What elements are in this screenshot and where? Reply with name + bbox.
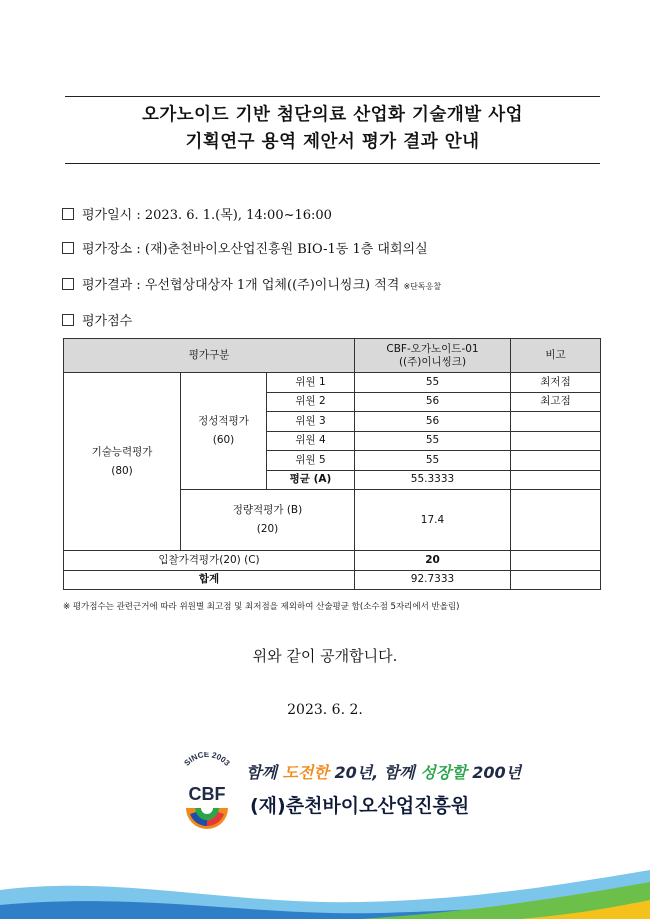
info-result-text: 평가결과 : 우선협상대상자 1개 업체((주)이니씽크) 적격 — [82, 278, 400, 293]
member-label: 위원 3 — [267, 412, 355, 432]
table-row — [64, 373, 601, 393]
info-score-heading — [62, 310, 132, 329]
member-score: 55 — [355, 373, 511, 393]
info-date-text: 평가일시 : 2023. 6. 1.(목), 14:00~16:00 — [82, 208, 332, 223]
quant-eval-cell — [181, 490, 355, 551]
table-header-row — [64, 339, 601, 373]
slogan-part-5: 200년 — [472, 763, 522, 782]
info-date — [62, 204, 332, 223]
header-company-line-2: ((주)이니씽크) — [398, 355, 467, 368]
average-remark — [511, 470, 601, 490]
member-remark — [511, 451, 601, 471]
member-score: 56 — [355, 412, 511, 432]
slogan-part-4: 성장할 — [420, 763, 473, 782]
quant-score: 17.4 — [355, 490, 511, 551]
logo-mark-text: CBF — [188, 784, 226, 804]
member-remark: 최고점 — [511, 392, 601, 412]
member-score: 56 — [355, 392, 511, 412]
qual-eval-cell — [181, 373, 267, 490]
info-place-text: 평가장소 : (재)춘천바이오산업진흥원 BIO-1동 1층 대회의실 — [82, 242, 428, 257]
slogan-part-1: 함께 — [246, 763, 283, 782]
svg-text:SINCE 2003 — [182, 752, 232, 768]
header-company — [355, 339, 511, 373]
total-label: 합계 — [64, 570, 355, 590]
bid-remark — [511, 551, 601, 571]
qual-eval-label: 정성적평가 — [198, 415, 249, 427]
title-box — [65, 96, 600, 164]
footer-waves-icon — [0, 850, 650, 919]
header-category: 평가구분 — [64, 339, 355, 373]
slogan — [246, 760, 521, 783]
member-label: 위원 5 — [267, 451, 355, 471]
slogan-part-3: 20년, 함께 — [334, 763, 421, 782]
member-label: 위원 1 — [267, 373, 355, 393]
checkbox-square-icon — [62, 242, 74, 254]
quant-eval-points: (20) — [256, 523, 279, 535]
bid-label: 입찰가격평가(20) (C) — [64, 551, 355, 571]
announcement: 위와 같이 공개합니다. — [252, 647, 398, 665]
tech-eval-label: 기술능력평가 — [91, 445, 153, 458]
info-place — [62, 238, 428, 257]
average-label: 평균 (A) — [267, 470, 355, 490]
member-score: 55 — [355, 431, 511, 451]
member-remark — [511, 431, 601, 451]
average-score: 55.3333 — [355, 470, 511, 490]
checkbox-square-icon — [62, 278, 74, 290]
member-remark: 최저점 — [511, 373, 601, 393]
cbf-logo-icon — [172, 752, 242, 830]
checkbox-square-icon — [62, 314, 74, 326]
info-result — [62, 274, 441, 293]
total-remark — [511, 570, 601, 590]
table-row-total — [64, 570, 601, 590]
header-remarks: 비고 — [511, 339, 601, 373]
organization-name: (재)춘천바이오산업진흥원 — [250, 795, 470, 817]
member-label: 위원 4 — [267, 431, 355, 451]
member-score: 55 — [355, 451, 511, 471]
checkbox-square-icon — [62, 208, 74, 220]
tech-eval-cell — [64, 373, 181, 551]
footnote: ※ 평가점수는 관련근거에 따라 위원별 최고점 및 최저점을 제외하여 산술평균 함(소수점 5자리에서 반올림) — [63, 602, 460, 612]
quant-eval-label: 정량적평가 (B) — [232, 504, 303, 516]
info-result-note: ※단독응찰 — [403, 282, 442, 291]
logo-since-text: SINCE 2003 — [182, 752, 232, 768]
bid-score: 20 — [355, 551, 511, 571]
total-score: 92.7333 — [355, 570, 511, 590]
quant-remark — [511, 490, 601, 551]
title-line-2: 기획연구 용역 제안서 평가 결과 안내 — [185, 132, 480, 152]
title-line-1: 오가노이드 기반 첨단의료 산업화 기술개발 사업 — [141, 105, 524, 125]
member-remark — [511, 412, 601, 432]
score-table — [63, 338, 601, 590]
header-company-line-1: CBF-오가노이드-01 — [386, 342, 479, 355]
tech-eval-points: (80) — [111, 464, 133, 477]
qual-eval-points: (60) — [212, 434, 235, 446]
issue-date: 2023. 6. 2. — [287, 702, 363, 718]
score-heading-text: 평가점수 — [82, 314, 133, 329]
slogan-part-2: 도전한 — [282, 763, 335, 782]
table-row-bid — [64, 551, 601, 571]
member-label: 위원 2 — [267, 392, 355, 412]
